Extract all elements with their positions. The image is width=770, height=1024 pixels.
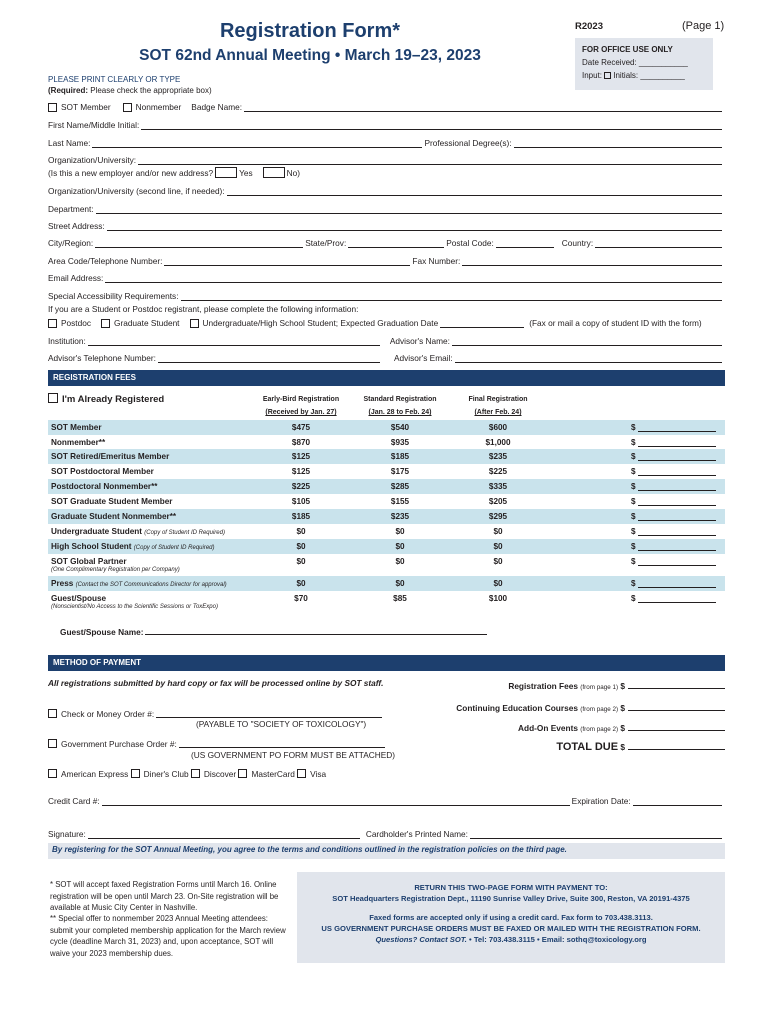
gov-po-checkbox[interactable] — [48, 739, 57, 748]
postal-field[interactable] — [496, 239, 554, 248]
fee-name-text: Nonmember** — [51, 438, 106, 447]
fee-value: $175 — [390, 467, 410, 476]
fee-value: $600 — [488, 423, 508, 432]
early-bird-heading: Early-Bird Registration — [262, 396, 340, 403]
fee-row — [48, 591, 725, 610]
check-row — [48, 709, 382, 719]
nonmember-checkbox[interactable] — [123, 103, 132, 112]
ce-field[interactable] — [628, 703, 725, 711]
fee-name-text: SOT Retired/Emeritus Member — [51, 452, 170, 461]
city-label: City/Region: — [48, 238, 94, 248]
online-note: All registrations submitted by hard copy or fax will be processed online by SOT staff. — [48, 678, 384, 688]
fee-value: $0 — [296, 557, 306, 566]
fee-name — [51, 542, 215, 551]
col-standard — [355, 393, 445, 419]
fee-value: $235 — [390, 512, 410, 521]
initials-field: Initials: __________ — [613, 71, 685, 80]
undergrad-checkbox[interactable] — [190, 319, 199, 328]
fee-amount-field[interactable] — [638, 475, 716, 476]
discover-checkbox[interactable] — [191, 769, 200, 778]
student-fax-note: (Fax or mail a copy of student ID with the form) — [529, 318, 702, 328]
institution-row — [48, 334, 722, 346]
return-address: SOT Headquarters Registration Dept., 11190 Sunrise Valley Drive, Suite 300, Reston, VA 20191-4375 — [332, 894, 690, 903]
institution-label: Institution: — [48, 336, 86, 346]
fee-value: $0 — [493, 579, 503, 588]
check-label: Check or Money Order #: — [61, 709, 155, 719]
fee-value: $0 — [395, 557, 405, 566]
contact-details: • Tel: 703.438.3115 • Email: sothq@toxicology.org — [469, 935, 647, 944]
org2-row — [48, 184, 722, 196]
signature-row — [48, 827, 722, 839]
return-heading: RETURN THIS TWO-PAGE FORM WITH PAYMENT TO: — [414, 883, 608, 892]
fee-name-text: Undergraduate Student — [51, 527, 142, 536]
return-info-box — [297, 872, 725, 963]
fee-note: (Copy of Student ID Required) — [144, 530, 225, 536]
fee-name — [51, 467, 154, 476]
reg-fees-field[interactable] — [628, 681, 725, 689]
fee-name — [51, 579, 227, 588]
email-field[interactable] — [105, 274, 722, 283]
check-number-field[interactable] — [156, 709, 382, 718]
organization-field[interactable] — [138, 156, 722, 165]
final-date: (After Feb. 24) — [474, 409, 522, 416]
fee-name — [51, 482, 157, 491]
country-field[interactable] — [595, 239, 722, 248]
graduation-date-field[interactable] — [440, 319, 524, 328]
fee-name-text: SOT Graduate Student Member — [51, 497, 173, 506]
reg-fees-dollar: $ — [620, 681, 625, 691]
fee-value: $870 — [291, 438, 311, 447]
fee-dollar: $ — [631, 557, 636, 566]
mastercard-label: MasterCard — [251, 769, 295, 779]
guest-name-field[interactable] — [145, 627, 487, 635]
fee-name-text: SOT Member — [51, 423, 102, 432]
student-intro: If you are a Student or Postdoc registrant, please complete the following information: — [48, 304, 359, 314]
state-field[interactable] — [348, 239, 444, 248]
form-title: Registration Form* — [219, 20, 401, 42]
fee-amount-field[interactable] — [638, 550, 716, 551]
fee-row — [48, 435, 725, 450]
required-label: (Required: — [48, 86, 88, 95]
fee-name-text: SOT Postdoctoral Member — [51, 467, 154, 476]
fee-value: $205 — [488, 497, 508, 506]
state-label: State/Prov: — [305, 238, 347, 248]
final-heading: Final Registration — [468, 396, 528, 403]
fee-value: $100 — [488, 594, 508, 603]
student-intro-row — [48, 302, 722, 314]
fee-value: $475 — [291, 423, 311, 432]
reg-fees-label: Registration Fees — [508, 681, 578, 691]
total-add-on-events — [440, 723, 725, 733]
fee-value: $0 — [493, 527, 503, 536]
fee-value: $225 — [291, 482, 311, 491]
new-address-row — [48, 166, 722, 178]
credit-card-field[interactable] — [102, 797, 570, 806]
postdoc-checkbox[interactable] — [48, 319, 57, 328]
graduate-label: Graduate Student — [113, 318, 180, 328]
mastercard-checkbox[interactable] — [238, 769, 247, 778]
fee-value: $0 — [296, 542, 306, 551]
prof-degree-label: Professional Degree(s): — [424, 138, 512, 148]
total-registration-fees — [440, 681, 725, 691]
fee-value: $125 — [291, 467, 311, 476]
credit-card-row — [48, 794, 722, 806]
office-use-box — [575, 38, 713, 90]
street-field[interactable] — [107, 222, 722, 231]
fee-row — [48, 494, 725, 509]
fee-amount-field[interactable] — [638, 587, 716, 588]
questions-line — [297, 934, 725, 945]
date-received: Date Received: ___________ — [582, 58, 688, 67]
email-row — [48, 271, 722, 283]
fee-name — [51, 497, 172, 506]
first-name-field[interactable] — [141, 121, 722, 130]
form-code: R2023 — [575, 21, 603, 32]
fee-dollar: $ — [631, 482, 636, 491]
street-row — [48, 219, 722, 231]
graduate-checkbox[interactable] — [101, 319, 110, 328]
early-bird-date: (Received by Jan. 27) — [265, 409, 337, 416]
fee-amount-field[interactable] — [638, 490, 716, 491]
no-label: No) — [286, 168, 301, 178]
fee-value: $70 — [294, 594, 308, 603]
page-number: (Page 1) — [682, 20, 725, 32]
fee-value: $85 — [393, 594, 407, 603]
street-label: Street Address: — [48, 221, 105, 231]
advisor-name-label: Advisor's Name: — [389, 336, 450, 346]
fee-value: $0 — [493, 557, 503, 566]
fee-amount-field[interactable] — [638, 535, 716, 536]
institution-field[interactable] — [88, 337, 380, 346]
new-address-yes-box[interactable] — [215, 167, 237, 178]
phone-row — [48, 254, 722, 266]
total-due-dollar: $ — [620, 742, 625, 752]
col-early-bird — [256, 393, 346, 419]
payable-note: (PAYABLE TO "SOCIETY OF TOXICOLOGY") — [196, 719, 367, 729]
fee-row — [48, 479, 725, 494]
fee-value: $0 — [493, 542, 503, 551]
fee-amount-field[interactable] — [638, 602, 716, 603]
fee-value: $0 — [395, 527, 405, 536]
fee-row — [48, 509, 725, 524]
last-name-field[interactable] — [92, 139, 422, 148]
required-instruction — [48, 86, 212, 95]
fee-name-text: Graduate Student Nonmember** — [51, 512, 177, 521]
yes-label: Yes — [239, 168, 253, 178]
org2-label: Organization/University (second line, if needed): — [48, 186, 225, 196]
gov-po-note: (US GOVERNMENT PO FORM MUST BE ATTACHED) — [191, 750, 396, 760]
org2-field[interactable] — [227, 187, 722, 196]
phone-field[interactable] — [164, 257, 410, 266]
fee-value: $235 — [488, 452, 508, 461]
ce-dollar: $ — [620, 703, 625, 713]
fee-name — [51, 557, 127, 566]
fee-note: (Contact the SOT Communications Director for approval) — [75, 582, 227, 588]
fee-name-text: Postdoctoral Nonmember** — [51, 482, 158, 491]
input-label: Input: — [582, 71, 603, 80]
total-due-field[interactable] — [628, 742, 725, 750]
addon-field[interactable] — [628, 723, 725, 731]
last-name-label: Last Name: — [48, 138, 91, 148]
advisor-contact-row — [48, 351, 722, 363]
col-final — [453, 393, 543, 419]
fee-name — [51, 423, 102, 432]
fee-value: $0 — [395, 579, 405, 588]
fee-value: $0 — [296, 579, 306, 588]
fee-value: $540 — [390, 423, 410, 432]
card-type-row — [48, 769, 326, 779]
input-checkbox[interactable] — [604, 72, 611, 79]
already-registered-label: I'm Already Registered — [62, 394, 165, 405]
ce-label: Continuing Education Courses — [456, 703, 578, 713]
city-field[interactable] — [95, 239, 303, 248]
fee-value: $0 — [296, 527, 306, 536]
fee-row — [48, 464, 725, 479]
fee-name-text: Guest/Spouse — [51, 594, 107, 603]
badge-name-label: Badge Name: — [191, 102, 243, 112]
fee-value: $125 — [291, 452, 311, 461]
visa-label: Visa — [310, 769, 327, 779]
visa-checkbox[interactable] — [297, 769, 306, 778]
total-due-row — [440, 741, 725, 753]
diners-label: Diner's Club — [143, 769, 189, 779]
signature-label: Signature: — [48, 829, 86, 839]
fee-amount-field[interactable] — [638, 505, 716, 506]
fee-value: $0 — [395, 542, 405, 551]
addon-label: Add-On Events — [518, 723, 578, 733]
fee-name — [51, 452, 169, 461]
member-type-row — [48, 100, 722, 112]
fee-value: $335 — [488, 482, 508, 491]
fee-value: $185 — [291, 512, 311, 521]
total-due-label: TOTAL DUE — [556, 741, 619, 753]
fee-subnote: (One Complimentary Registration per Company) — [51, 567, 180, 573]
advisor-email-label: Advisor's Email: — [393, 353, 453, 363]
department-field[interactable] — [96, 205, 722, 214]
print-instruction: PLEASE PRINT CLEARLY OR TYPE — [48, 75, 181, 84]
fee-note: (Copy of Student ID Required) — [133, 545, 215, 551]
footnote-1: * SOT will accept faxed Registration Forms until March 16. Online registration will be open until March 23. On-Site registration will be available at Music City Center in Nashville. — [50, 880, 279, 912]
fee-dollar: $ — [631, 497, 636, 506]
department-label: Department: — [48, 204, 94, 214]
diners-checkbox[interactable] — [131, 769, 140, 778]
fee-row — [48, 539, 725, 554]
guest-name-row — [60, 627, 487, 637]
new-address-no-box[interactable] — [263, 167, 285, 178]
fee-row — [48, 554, 725, 573]
badge-name-field[interactable] — [244, 103, 722, 112]
fee-value: $935 — [390, 438, 410, 447]
fee-row — [48, 449, 725, 464]
fee-value: $225 — [488, 467, 508, 476]
form-subtitle: SOT 62nd Annual Meeting • March 19–23, 2023 — [139, 47, 481, 64]
fee-dollar: $ — [631, 594, 636, 603]
already-registered-row — [48, 393, 164, 405]
addon-note: (from page 2) — [580, 726, 619, 733]
new-address-label: (Is this a new employer and/or new address? — [48, 168, 214, 178]
already-registered-checkbox[interactable] — [48, 393, 58, 403]
fax-field[interactable] — [462, 257, 722, 266]
gov-po-field[interactable] — [179, 739, 385, 748]
gov-po-label: Government Purchase Order #: — [61, 739, 177, 749]
total-ce-courses — [400, 703, 725, 713]
fee-amount-field[interactable] — [638, 460, 716, 461]
amex-checkbox[interactable] — [48, 769, 57, 778]
discover-label: Discover — [203, 769, 237, 779]
fee-amount-field[interactable] — [638, 431, 716, 432]
office-use-heading: FOR OFFICE USE ONLY — [582, 45, 673, 54]
accessibility-label: Special Accessibility Requirements: — [48, 291, 179, 301]
fee-subnote: (Nonscientist/No Access to the Scientific Sessions or ToxExpo) — [51, 604, 218, 610]
cardholder-label: Cardholder's Printed Name: — [365, 829, 468, 839]
fee-row — [48, 576, 725, 591]
advisor-phone-label: Advisor's Telephone Number: — [48, 353, 156, 363]
footnote-2: ** Special offer to nonmember 2023 Annual Meeting attendees: submit your completed membership application for the March review cycle (deadline March 31, 2023) and, upon acceptance, SOT will waive your 2023 membership dues. — [50, 914, 286, 958]
fee-name — [51, 512, 176, 521]
sot-member-checkbox[interactable] — [48, 103, 57, 112]
fee-name-text: Press — [51, 579, 74, 588]
fees-table — [48, 420, 725, 620]
fee-dollar: $ — [631, 542, 636, 551]
advisor-phone-field[interactable] — [158, 354, 380, 363]
expiration-label: Expiration Date: — [571, 796, 631, 806]
amex-label: American Express — [61, 769, 129, 779]
phone-label: Area Code/Telephone Number: — [48, 256, 163, 266]
fee-dollar: $ — [631, 512, 636, 521]
postal-label: Postal Code: — [446, 238, 494, 248]
cardholder-field[interactable] — [470, 830, 722, 839]
standard-date: (Jan. 28 to Feb. 24) — [368, 409, 432, 416]
fee-dollar: $ — [631, 452, 636, 461]
first-name-row — [48, 118, 722, 130]
fee-value: $185 — [390, 452, 410, 461]
fee-dollar: $ — [631, 579, 636, 588]
postdoc-label: Postdoc — [61, 318, 91, 328]
department-row — [48, 202, 722, 214]
guest-name-label: Guest/Spouse Name: — [60, 627, 144, 637]
ce-note: (from page 2) — [580, 706, 619, 713]
undergrad-label: Undergraduate/High School Student; Expected Graduation Date — [202, 318, 439, 328]
fee-name — [51, 527, 225, 536]
credit-card-label: Credit Card #: — [48, 796, 100, 806]
payment-bar: METHOD OF PAYMENT — [48, 655, 725, 671]
required-text: Please check the appropriate box) — [88, 86, 212, 95]
fee-dollar: $ — [631, 467, 636, 476]
fee-value: $295 — [488, 512, 508, 521]
registration-fees-bar: REGISTRATION FEES — [48, 370, 725, 386]
fee-name-text: SOT Global Partner — [51, 557, 127, 566]
standard-heading: Standard Registration — [363, 396, 437, 403]
fee-value: $285 — [390, 482, 410, 491]
organization-label: Organization/University: — [48, 155, 137, 165]
fee-dollar: $ — [631, 423, 636, 432]
fee-name — [51, 594, 106, 603]
gov-po-info: US GOVERNMENT PURCHASE ORDERS MUST BE FAXED OR MAILED WITH THE REGISTRATION FORM. — [321, 924, 701, 933]
prof-degree-field[interactable] — [514, 139, 722, 148]
advisor-name-field[interactable] — [452, 337, 722, 346]
accessibility-field[interactable] — [181, 292, 722, 301]
last-name-row — [48, 136, 722, 148]
reg-fees-note: (from page 1) — [580, 684, 619, 691]
fee-row — [48, 524, 725, 539]
fee-amount-field[interactable] — [638, 565, 716, 566]
fee-dollar: $ — [631, 527, 636, 536]
organization-row — [48, 153, 722, 165]
first-name-label: First Name/Middle Initial: — [48, 120, 140, 130]
questions-label: Questions? Contact SOT. — [375, 935, 467, 944]
fax-label: Fax Number: — [412, 256, 461, 266]
signature-field[interactable] — [88, 830, 360, 839]
accessibility-row — [48, 289, 722, 301]
fee-amount-field[interactable] — [638, 520, 716, 521]
student-type-row — [48, 316, 722, 328]
city-row — [48, 236, 722, 248]
fee-name-text: High School Student — [51, 542, 132, 551]
addon-dollar: $ — [620, 723, 625, 733]
nonmember-label: Nonmember — [135, 102, 182, 112]
fee-amount-field[interactable] — [638, 446, 716, 447]
agreement-banner: By registering for the SOT Annual Meeting, you agree to the terms and conditions outlined in the registration policies on the third page. — [48, 843, 725, 859]
check-checkbox[interactable] — [48, 709, 57, 718]
sot-member-label: SOT Member — [61, 102, 111, 112]
advisor-email-field[interactable] — [455, 354, 722, 363]
gov-po-row — [48, 739, 385, 749]
fee-dollar: $ — [631, 438, 636, 447]
fax-info: Faxed forms are accepted only if using a credit card. Fax form to 703.438.3113. — [369, 913, 653, 922]
fee-name — [51, 438, 105, 447]
fee-value: $105 — [291, 497, 311, 506]
office-input-row — [582, 69, 706, 82]
fee-value: $155 — [390, 497, 410, 506]
country-label: Country: — [561, 238, 594, 248]
fee-value: $1,000 — [485, 438, 511, 447]
expiration-field[interactable] — [633, 797, 722, 806]
email-label: Email Address: — [48, 273, 104, 283]
fee-row — [48, 420, 725, 435]
